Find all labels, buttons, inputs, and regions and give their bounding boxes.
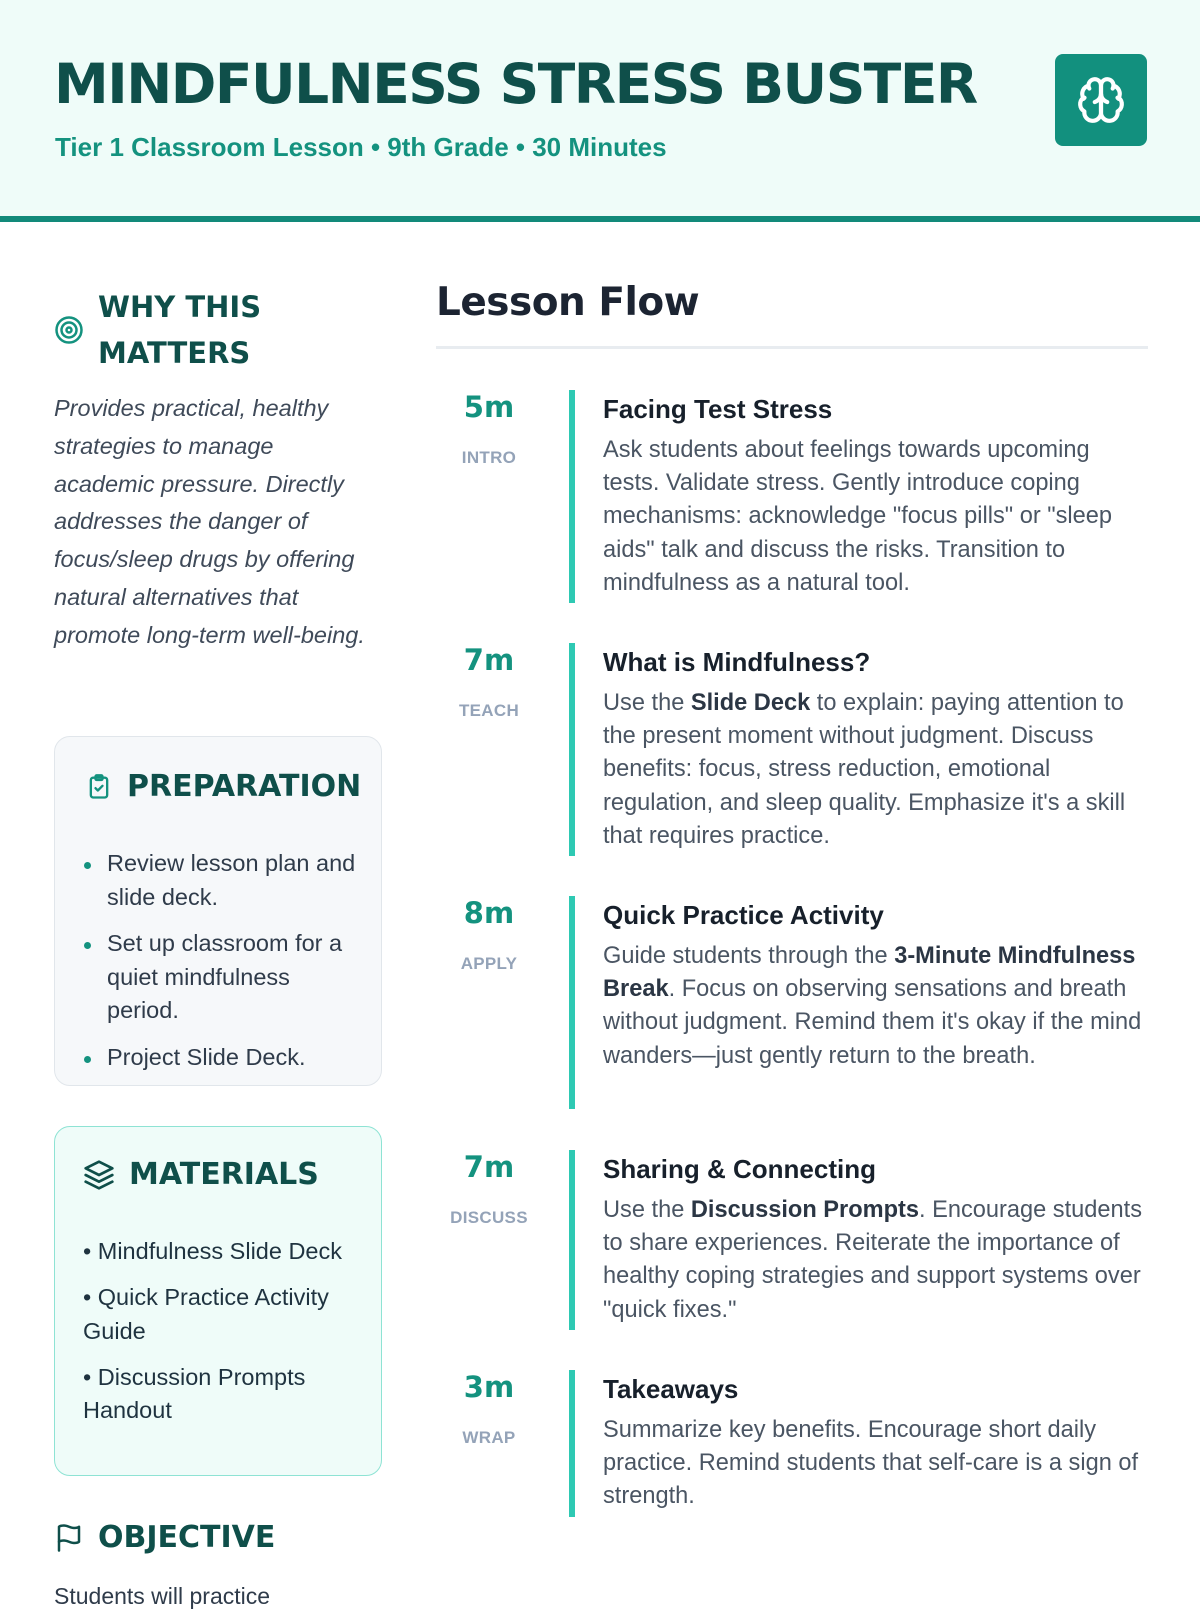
why-title: WHY THIS MATTERS <box>98 290 262 370</box>
page-title: MINDFULNESS STRESS BUSTER <box>54 52 977 116</box>
list-item: • Mindfulness Slide Deck <box>83 1238 343 1264</box>
step-phase: WRAP <box>462 1428 516 1447</box>
list-item: Project Slide Deck. <box>81 1041 361 1075</box>
sidebar <box>54 280 382 1609</box>
materials-title: MATERIALS <box>129 1157 319 1192</box>
step-duration: 8m <box>463 896 515 930</box>
header <box>0 0 1200 222</box>
step-title: Sharing & Connecting <box>603 1154 876 1184</box>
flag-icon <box>54 1523 84 1553</box>
step-duration: 5m <box>463 390 515 424</box>
lesson-flow <box>436 280 1148 1510</box>
preparation-card <box>54 736 382 1086</box>
brain-icon <box>1076 75 1126 125</box>
preparation-title: PREPARATION <box>127 769 362 804</box>
step-description: Summarize key benefits. Encourage short daily practice. Remind students that self-care is a sign of strength. <box>603 1417 1139 1510</box>
list-item: • Discussion Prompts Handout <box>83 1363 306 1423</box>
objective-title: OBJECTIVE <box>98 1520 276 1555</box>
step-duration: 7m <box>463 643 515 677</box>
step-phase: TEACH <box>458 701 520 720</box>
list-item: Set up classroom for a quiet mindfulness period. <box>81 927 361 1028</box>
step-title: Facing Test Stress <box>603 394 833 424</box>
step-duration: 7m <box>463 1150 515 1184</box>
step-accent-bar <box>569 390 575 603</box>
why-text: Provides practical, healthy strategies to manage academic pressure. Directly addresses the danger of focus/sleep drugs by offering natural alternatives that promote long-term well-being. <box>54 395 365 648</box>
target-icon <box>54 315 84 345</box>
step-phase: INTRO <box>461 448 517 467</box>
layers-icon <box>83 1159 115 1191</box>
step-title: What is Mindfulness? <box>603 647 871 677</box>
logo-badge <box>1055 54 1147 146</box>
step-description: Ask students about feelings towards upcoming tests. Validate stress. Gently introduce coping mechanisms: acknowledge "focus pills" or "sleep aids" talk and discuss the risks. Transition to mindfulness as a natural tool. <box>603 437 1113 596</box>
materials-card <box>54 1126 382 1476</box>
step-description: Use the Discussion Prompts. Encourage students to share experiences. Reiterate the importance of healthy coping strategies and support systems over "quick fixes." <box>603 1197 1142 1323</box>
step-duration: 3m <box>463 1370 515 1404</box>
why-section-header <box>54 280 382 380</box>
lesson-flow-title: Lesson Flow <box>436 280 700 325</box>
step-phase: DISCUSS <box>450 1208 528 1227</box>
materials-list <box>83 1235 373 1440</box>
step-title: Quick Practice Activity <box>603 900 884 930</box>
step-accent-bar <box>569 1150 575 1330</box>
step-accent-bar <box>569 896 575 1109</box>
list-item: • Quick Practice Activity Guide <box>83 1284 329 1344</box>
clipboard-check-icon <box>85 773 113 801</box>
objective-header <box>54 1520 275 1555</box>
objective-text: Students will practice <box>54 1583 271 1609</box>
preparation-header <box>85 769 361 804</box>
step-accent-bar <box>569 1370 575 1517</box>
step-description: Guide students through the 3-Minute Mindfulness Break. Focus on observing sensations and breath without judgment. Remind them it's okay if the mind wanders—just gently return to the breath. <box>603 943 1142 1069</box>
page-subtitle: Tier 1 Classroom Lesson • 9th Grade • 30 Minutes <box>55 132 667 162</box>
step-phase: APPLY <box>460 954 518 973</box>
divider <box>436 346 1148 349</box>
list-item: Review lesson plan and slide deck. <box>81 847 361 914</box>
step-description: Use the Slide Deck to explain: paying attention to the present moment without judgment. Discuss benefits: focus, stress reduction, emotional regulation, and sleep quality. Emphasize it's a skill that requires practice. <box>603 690 1126 849</box>
step-title: Takeaways <box>603 1374 739 1404</box>
step-accent-bar <box>569 643 575 856</box>
materials-header <box>83 1157 319 1192</box>
preparation-list <box>81 847 361 1087</box>
